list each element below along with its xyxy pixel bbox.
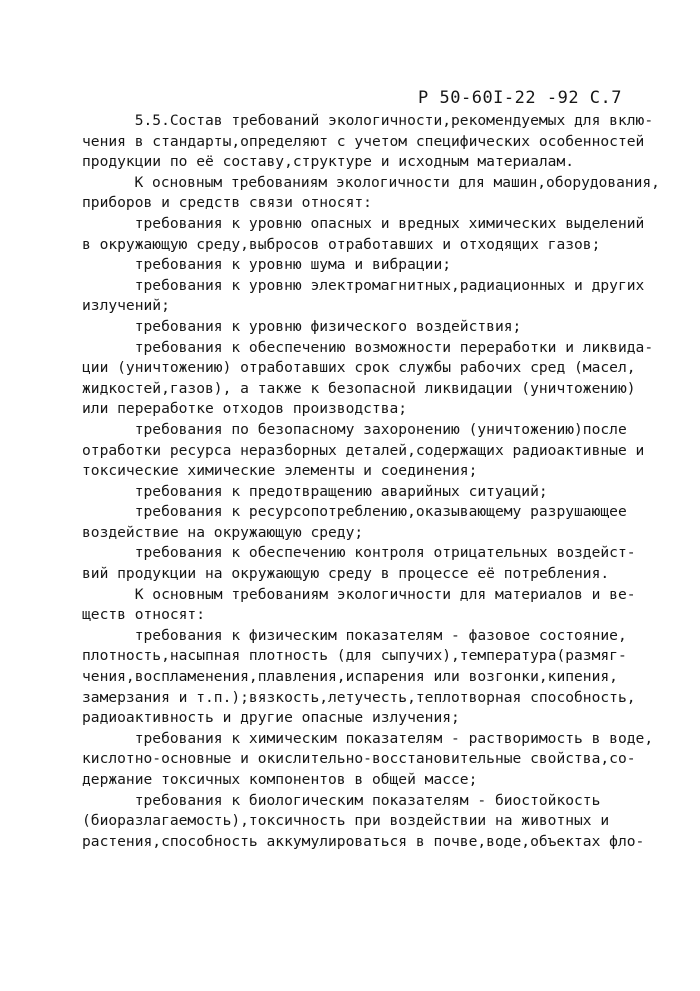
text-line: ции (уничтожению) отработавших срок службы рабочих сред (масел, bbox=[82, 359, 636, 377]
text-line: требования к уровню шума и вибрации; bbox=[82, 256, 452, 274]
text-line: воздействие на окружающую среду; bbox=[82, 523, 364, 541]
text-line: ществ относят: bbox=[82, 606, 206, 624]
text-line: (биоразлагаемость),токсичность при воздействии на животных и bbox=[82, 812, 610, 830]
text-line: кислотно-основные и окислительно-восстановительные свойства,со- bbox=[82, 750, 636, 768]
text-line: требования по безопасному захоронению (уничтожению)после bbox=[82, 420, 627, 438]
text-line: требования к обеспечению возможности переработки и ликвида- bbox=[82, 338, 654, 356]
text-line: замерзания и т.п.);вязкость,летучесть,теплотворная способность, bbox=[82, 688, 636, 706]
text-line: чения,воспламенения,плавления,испарения или возгонки,кипения, bbox=[82, 668, 618, 686]
text-line: радиоактивность и другие опасные излучения; bbox=[82, 709, 460, 727]
text-line: токсические химические элементы и соединения; bbox=[82, 462, 478, 480]
text-line: растения,способность аккумулироваться в почве,воде,объектах фло- bbox=[82, 832, 645, 850]
document-body bbox=[82, 111, 660, 852]
text-line: продукции по её составу,структуре и исходным материалам. bbox=[82, 153, 575, 171]
text-line: требования к уровню электромагнитных,радиационных и других bbox=[82, 276, 645, 294]
text-line: приборов и средств связи относят: bbox=[82, 194, 372, 212]
text-line: вий продукции на окружающую среду в процессе её потребления. bbox=[82, 565, 610, 583]
page-header-reference: Р 50-60I-22 -92 С.7 bbox=[418, 88, 622, 108]
text-line: чения в стандарты,определяют с учетом специфических особенностей bbox=[82, 132, 645, 150]
text-line: или переработке отходов производства; bbox=[82, 400, 408, 418]
text-line: требования к предотвращению аварийных ситуаций; bbox=[82, 482, 548, 500]
text-line: требования к уровню физического воздействия; bbox=[82, 317, 522, 335]
text-line: плотность,насыпная плотность (для сыпучих),температура(размяг- bbox=[82, 647, 627, 665]
text-line: 5.5.Состав требований экологичности,рекомендуемых для вклю- bbox=[82, 112, 654, 129]
text-line: К основным требованиям экологичности для машин,оборудования, bbox=[82, 173, 660, 191]
text-line: требования к физическим показателям - фазовое состояние, bbox=[82, 626, 627, 644]
text-line: в окружающую среду,выбросов отработавших и отходящих газов; bbox=[82, 235, 601, 253]
text-line: отработки ресурса неразборных деталей,содержащих радиоактивные и bbox=[82, 441, 645, 459]
text-line: требования к ресурсопотреблению,оказывающему разрушающее bbox=[82, 503, 627, 521]
text-line: требования к обеспечению контроля отрицательных воздейст- bbox=[82, 544, 636, 562]
text-line: излучений; bbox=[82, 297, 170, 315]
text-line: держание токсичных компонентов в общей массе; bbox=[82, 771, 478, 788]
text-line: требования к уровню опасных и вредных химических выделений bbox=[82, 214, 645, 232]
text-line: жидкостей,газов), а также к безопасной ликвидации (уничтожению) bbox=[82, 379, 636, 397]
text-line: К основным требованиям экологичности для материалов и ве- bbox=[82, 585, 636, 603]
text-line: требования к биологическим показателям - биостойкость bbox=[82, 791, 601, 809]
text-line: требования к химическим показателям - растворимость в воде, bbox=[82, 729, 654, 747]
